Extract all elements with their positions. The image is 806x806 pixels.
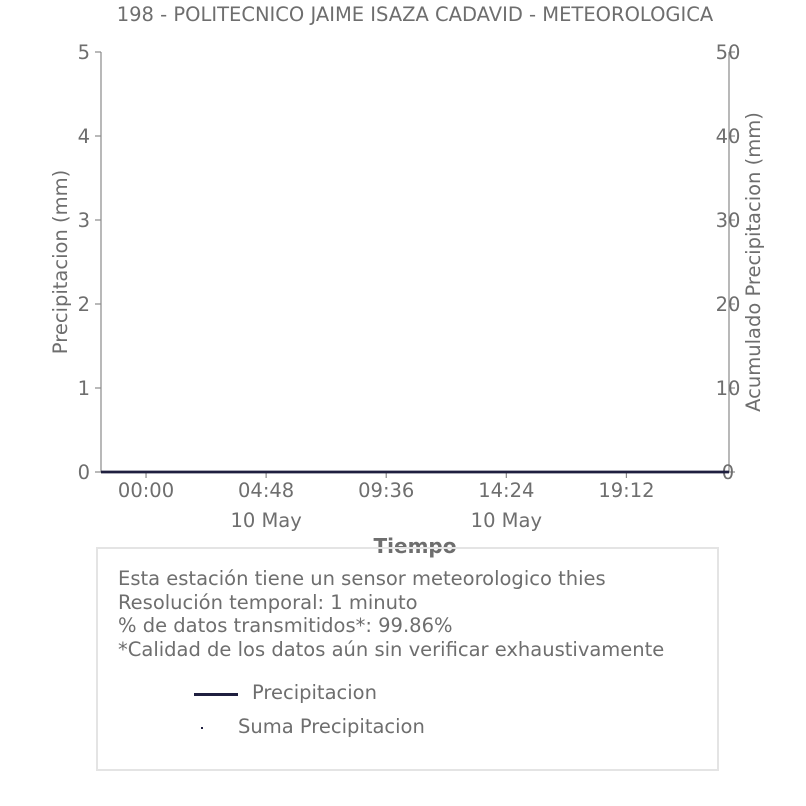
info-box	[96, 547, 719, 771]
y-tick-label: 1	[77, 377, 90, 400]
x-tick-label: 04:48	[238, 479, 295, 502]
y-tick-label: 0	[77, 461, 90, 484]
y2-tick-label: 10	[715, 377, 741, 400]
y2-tick-label: 50	[715, 41, 741, 64]
y2-tick-label: 40	[715, 125, 741, 148]
y-tick-label: 2	[77, 293, 90, 316]
x-axis-label: Tiempo	[373, 534, 457, 558]
axes	[101, 52, 729, 472]
x-tick-date-label: 10 May	[470, 509, 542, 532]
legend-label: Precipitacion	[252, 681, 377, 704]
legend-line-marker	[194, 693, 238, 696]
x-tick-label: 19:12	[598, 479, 655, 502]
chart-title: 198 - POLITECNICO JAIME ISAZA CADAVID - METEOROLOGICA	[116, 3, 714, 26]
y2-tick-label: 30	[715, 209, 741, 232]
x-tick-label: 00:00	[117, 479, 175, 502]
y-tick-label: 3	[77, 209, 90, 232]
legend-dot-marker	[201, 727, 203, 729]
resolution-info: Resolución temporal: 1 minuto	[118, 590, 418, 614]
y-axis-label: Precipitacion (mm)	[49, 169, 72, 355]
legend-label: Suma Precipitacion	[238, 715, 425, 738]
x-tick-label: 14:24	[478, 479, 535, 502]
y2-tick-label: 20	[715, 293, 741, 316]
quality-note: *Calidad de los datos aún sin verificar exhaustivamente	[118, 637, 665, 661]
info-text	[118, 567, 664, 661]
y-tick-label: 4	[77, 125, 90, 148]
sensor-info: Esta estación tiene un sensor meteorologico thies	[118, 567, 606, 590]
x-ticks	[118, 472, 655, 532]
y-tick-label: 5	[77, 41, 90, 64]
x-tick-date-label: 10 May	[230, 509, 302, 532]
left-y-ticks	[78, 41, 101, 484]
right-y-ticks	[716, 41, 741, 484]
y2-tick-label: 0	[721, 461, 735, 484]
y2-axis-label: Acumulado Precipitacion (mm)	[742, 112, 765, 412]
transmission-info: % de datos transmitidos*: 99.86%	[118, 614, 453, 637]
x-tick-label: 09:36	[358, 479, 415, 502]
